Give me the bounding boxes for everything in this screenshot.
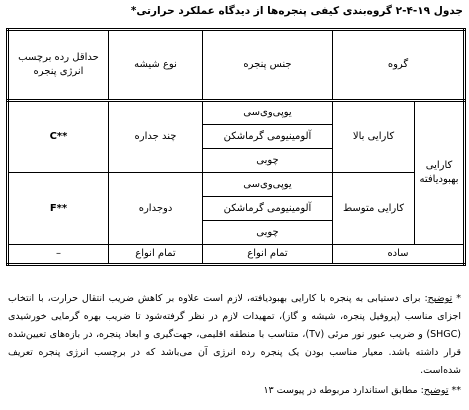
table-row (8, 245, 465, 265)
footnotes (8, 290, 461, 400)
table-row (8, 101, 465, 125)
header-row (8, 30, 465, 101)
table-row (8, 173, 465, 197)
footnote-2 (8, 382, 461, 400)
glass-cell: دوجداره (109, 173, 203, 245)
glass-cell: تمام انواع (109, 245, 203, 265)
header-group: گروه (333, 30, 465, 101)
rating-cell (8, 173, 109, 245)
frame-cell: چوبی (203, 221, 333, 245)
frame-cell: یوپی‌وی‌سی (203, 101, 333, 125)
frame-cell: آلومینیومی گرماشکن (203, 197, 333, 221)
high-performance-cell: کارایی بالا (333, 101, 415, 173)
frame-cell: آلومینیومی گرماشکن (203, 125, 333, 149)
header-glass: نوع شیشه (109, 30, 203, 101)
simple-group-cell: ساده (333, 245, 465, 265)
header-label: حداقل رده برچسب انرژی پنجره (8, 30, 109, 101)
medium-performance-cell: کارایی متوسط (333, 173, 415, 245)
table-title: جدول ۱۹-۴-۲ گروه‌بندی کیفی پنجره‌ها از دیدگاه عملکرد حرارتی* (130, 5, 463, 17)
window-groups-table (6, 28, 466, 266)
rating-cell: – (8, 245, 109, 265)
footnote-marker: ** (448, 385, 461, 396)
header-frame: جنس پنجره (203, 30, 333, 101)
rating-value: C** (49, 131, 68, 142)
footnote-text: : مطابق استاندارد مربوطه در پیوست ۱۳ (263, 385, 424, 396)
footnote-label: توضیح (427, 293, 453, 304)
footnote-1 (8, 290, 461, 380)
footnote-label: توضیح (423, 385, 449, 396)
rating-value: F** (49, 202, 68, 214)
footnote-text: : برای دستیابی به پنجره با کارایی بهبودیافته، لازم است علاوه بر کاهش ضریب انتقال حرارت، با انتخاب اجزای مناسب (پروفیل پنجره، شیشه و گاز)، تمهیدات لازم در نظر گرفته‌شود تا ضریب بهره گرمایی خورشیدی (SHGC) و ضریب عبور نور مرئی (Tv)، متناسب با منطقه اقلیمی، جهت‌گیری و ابعاد پنجره، در بازه‌های تعیین‌شده قرار داشته باشد. معیار مناسب بودن یک پنجره رده انرژی آن می‌باشد که در برچسب انرژی پنجره تعریف شده‌است. (8, 293, 461, 376)
glass-cell: چند جداره (109, 101, 203, 173)
frame-cell: یوپی‌وی‌سی (203, 173, 333, 197)
rating-cell (8, 101, 109, 173)
frame-cell: تمام انواع (203, 245, 333, 265)
footnote-marker: * (452, 293, 461, 304)
improved-group-cell: کارایی بهبودیافته (415, 101, 465, 245)
frame-cell: چوبی (203, 149, 333, 173)
